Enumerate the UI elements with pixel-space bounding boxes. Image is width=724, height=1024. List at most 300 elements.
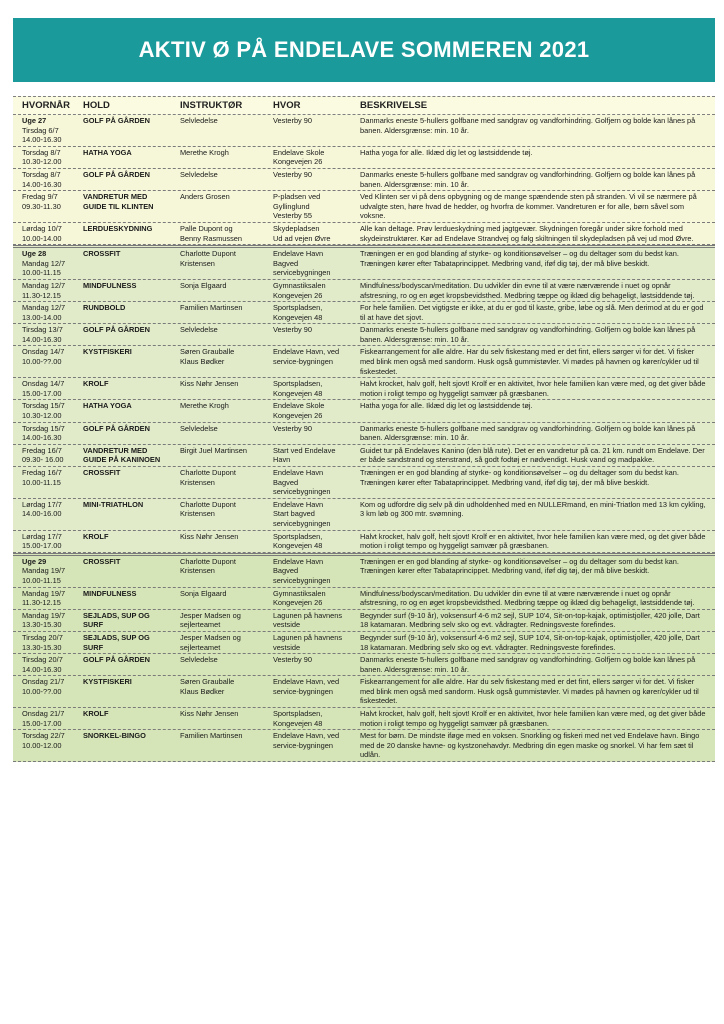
- where-line: vestside: [273, 642, 301, 652]
- where-line: Havn: [273, 455, 291, 465]
- cell-instructor: [179, 610, 272, 631]
- instructor-line: Merethe Krogh: [180, 147, 229, 157]
- table-row: [13, 169, 715, 191]
- cell-where: [272, 115, 359, 146]
- table-header: [13, 96, 715, 115]
- table-row: [13, 115, 715, 147]
- table-row: [13, 191, 715, 223]
- cell-where: [272, 423, 359, 444]
- team-line: HATHA YOGA: [83, 401, 132, 411]
- cell-instructor: [179, 467, 272, 498]
- team-line: CROSSFIT: [83, 468, 121, 477]
- table-row: [13, 324, 715, 346]
- cell-when: [13, 400, 82, 421]
- cell-when: [13, 223, 82, 244]
- when-line: 10.00-12.00: [22, 740, 62, 750]
- cell-instructor: [179, 191, 272, 222]
- team-line: KYSTFISKERI: [83, 677, 132, 687]
- cell-where: [272, 467, 359, 498]
- when-line: 10.30-12.00: [22, 411, 62, 421]
- week-label: Uge 27: [22, 116, 47, 125]
- team-line: SEJLADS, SUP OG: [83, 610, 150, 620]
- cell-description: Træningen er en god blanding af styrke- og konditionsøvelser – og du deltager som du bedst kan. Træningen kører efter Tabataprincippet. Medbring vand, iføf dig tøj, der må blive beskidt.: [360, 556, 679, 576]
- cell-instructor: [179, 531, 272, 552]
- table-row: [13, 378, 715, 400]
- where-line: Gyllinglund: [273, 201, 310, 211]
- team-line: RUNDBOLD: [83, 303, 126, 313]
- where-line: Kongevejen 26: [273, 157, 323, 167]
- when-line: Lørdag 10/7: [22, 223, 62, 233]
- cell-team: [82, 632, 179, 653]
- table-row: [13, 553, 715, 588]
- instructor-line: Jesper Madsen og: [180, 610, 241, 620]
- instructor-line: Søren Grauballe: [180, 347, 235, 357]
- when-line: Onsdag 21/7: [22, 677, 65, 687]
- instructor-line: Charlotte Dupont: [180, 556, 236, 566]
- cell-where: [272, 346, 359, 377]
- instructor-line: Selvledelse: [180, 325, 218, 335]
- table-row: [13, 654, 715, 676]
- cell-description: Kom og udfordre dig selv på din udholdenhed med en NULLERmand, en mini-Triatlon med 13 km cykling, 3 km løb og 300 mtr. svømning.: [360, 499, 706, 519]
- cell-when: [13, 346, 82, 377]
- team-line: KROLF: [83, 531, 109, 541]
- cell-where: [272, 499, 359, 530]
- team-line: GUIDE TIL KLINTEN: [83, 201, 154, 211]
- where-line: Start bagved: [273, 509, 315, 519]
- instructor-line: Selvledelse: [180, 116, 218, 125]
- where-line: Skydepladsen: [273, 223, 320, 233]
- where-line: Vesterby 90: [273, 325, 313, 335]
- team-line: HATHA YOGA: [83, 147, 132, 157]
- cell-team: [82, 302, 179, 323]
- when-line: Tirsdag 13/7: [22, 325, 63, 335]
- table-row: [13, 676, 715, 708]
- instructor-line: sejlerteamet: [180, 620, 221, 630]
- where-line: Endelave Havn: [273, 468, 324, 477]
- cell-team: [82, 324, 179, 345]
- instructor-line: Birgit Juel Martinsen: [180, 445, 247, 455]
- where-line: Vesterby 90: [273, 423, 313, 433]
- table-row: [13, 445, 715, 467]
- team-line: CROSSFIT: [83, 249, 121, 259]
- team-line: KROLF: [83, 709, 109, 719]
- cell-when: [13, 169, 82, 190]
- team-line: KROLF: [83, 379, 109, 389]
- instructor-line: Kristensen: [180, 477, 215, 487]
- table-row: [13, 302, 715, 324]
- where-line: Ud ad vejen Øvre: [273, 233, 331, 243]
- cell-team: [82, 708, 179, 729]
- cell-description: Træningen er en god blanding af styrke- og konditionsøvelser – og du deltager som du bedst kan. Træningen kører efter Tabataprincippet. Medbring vand, iføf dig tøj, der må blive beskidt.: [360, 468, 679, 487]
- cell-team: [82, 730, 179, 761]
- table-row: [13, 632, 715, 654]
- where-line: Endelave Havn: [273, 499, 324, 509]
- cell-where: [272, 588, 359, 609]
- when-line: 14.00-16.30: [22, 664, 62, 674]
- cell-description: Danmarks eneste 5-hullers golfbane med sandgrav og vandforhindring. Golfjern og bolde kan lånes på banen. Aldersgrænse: min. 10 år.: [360, 116, 696, 135]
- when-line: Torsdag 8/7: [22, 147, 61, 157]
- where-line: Sportspladsen,: [273, 531, 323, 541]
- cell-team: [82, 280, 179, 301]
- when-line: Torsdag 8/7: [22, 169, 61, 179]
- cell-description: For hele familien. Det vigtigste er ikke, at du er god til kaste, gribe, løbe og slå. Men derimod at du er god til at have det sjovt.: [360, 303, 704, 322]
- instructor-line: Kristensen: [180, 258, 215, 268]
- where-line: P-pladsen ved: [273, 192, 321, 202]
- team-line: VANDRETUR MED: [83, 192, 148, 202]
- when-line: Mandag 12/7: [22, 258, 66, 268]
- cell-team: [82, 654, 179, 675]
- when-line: 13.00-14.00: [22, 312, 62, 322]
- cell-when: [13, 248, 82, 279]
- when-line: 10.00-14.00: [22, 233, 62, 243]
- table-row: [13, 730, 715, 762]
- when-line: Onsdag 21/7: [22, 709, 65, 719]
- cell-when: [13, 147, 82, 168]
- cell-instructor: [179, 730, 272, 761]
- cell-where: [272, 324, 359, 345]
- when-line: 14.00-16.00: [22, 509, 62, 519]
- where-line: Lagunen på havnens: [273, 632, 343, 642]
- cell-when: [13, 324, 82, 345]
- cell-when: [13, 588, 82, 609]
- cell-team: [82, 115, 179, 146]
- when-line: 14.00-16.30: [22, 433, 62, 443]
- table-row: [13, 588, 715, 610]
- when-line: 11.30-12.15: [22, 598, 61, 608]
- cell-team: [82, 556, 179, 587]
- where-line: Vesterby 90: [273, 169, 313, 179]
- cell-where: [272, 147, 359, 168]
- instructor-line: Klaus Bødker: [180, 357, 225, 367]
- table-row: [13, 467, 715, 499]
- cell-when: [13, 556, 82, 587]
- instructor-line: Familien Martinsen: [180, 731, 243, 741]
- where-line: Endelave Havn, ved: [273, 731, 340, 741]
- cell-where: [272, 248, 359, 279]
- when-line: Mandag 12/7: [22, 303, 66, 313]
- instructor-line: sejlerteamet: [180, 642, 221, 652]
- cell-team: [82, 346, 179, 377]
- team-line: CROSSFIT: [83, 556, 121, 566]
- page-title: AKTIV Ø PÅ ENDELAVE SOMMEREN 2021: [138, 37, 590, 62]
- cell-where: [272, 378, 359, 399]
- when-line: Tirsdag 20/7: [22, 632, 63, 642]
- where-line: servicebygningen: [273, 268, 331, 278]
- instructor-line: Klaus Bødker: [180, 686, 225, 696]
- cell-instructor: [179, 423, 272, 444]
- cell-instructor: [179, 324, 272, 345]
- when-line: Lørdag 17/7: [22, 531, 62, 541]
- when-line: Mandag 19/7: [22, 588, 66, 598]
- instructor-line: Sonja Elgaard: [180, 280, 227, 290]
- instructor-line: Palle Dupont og: [180, 223, 233, 233]
- instructor-line: Sonja Elgaard: [180, 588, 227, 598]
- cell-description: Mest for børn. De mindste iføge med en voksen. Snorkling og fiskeri med net ved Endelave havn. Bingo med de 20 danske havne- og kystzonehavdyr. Medbring din egen maske og snorkel. Vi har fem sæt til udlån.: [360, 731, 700, 760]
- where-line: service-bygningen: [273, 686, 333, 696]
- cell-instructor: [179, 169, 272, 190]
- cell-instructor: [179, 588, 272, 609]
- when-line: Fredag 16/7: [22, 445, 62, 455]
- schedule-table: [13, 96, 715, 762]
- when-line: Mandag 12/7: [22, 280, 66, 290]
- cell-where: [272, 556, 359, 587]
- instructor-line: Kiss Nøhr Jensen: [180, 379, 239, 389]
- cell-where: [272, 676, 359, 707]
- where-line: Endelave Skole: [273, 401, 325, 411]
- cell-team: [82, 467, 179, 498]
- column-header-instructor: INSTRUKTØR: [180, 100, 243, 111]
- when-line: Onsdag 14/7: [22, 379, 65, 389]
- instructor-line: Charlotte Dupont: [180, 499, 236, 509]
- column-header-where: HVOR: [273, 100, 301, 111]
- table-row: [13, 531, 715, 553]
- cell-instructor: [179, 248, 272, 279]
- where-line: Vesterby 55: [273, 211, 313, 221]
- cell-instructor: [179, 654, 272, 675]
- cell-team: [82, 223, 179, 244]
- cell-where: [272, 445, 359, 466]
- cell-when: [13, 445, 82, 466]
- when-line: 13.30-15.30: [22, 642, 62, 652]
- team-line: LERDUESKYDNING: [83, 223, 153, 233]
- where-line: Kongevejen 48: [273, 388, 323, 398]
- when-line: 10.00-11.15: [22, 268, 61, 278]
- cell-description: Ved Klinten ser vi på dens opbygning og de mange spændende sten på stranden. Vi vil se nærmere på udvalgte sten, høre hvad de hedder, og hvorfra de kommer. Vandreturen er for alle, børn såvel som voksne.: [360, 192, 697, 221]
- cell-description: Danmarks eneste 5-hullers golfbane med sandgrav og vandforhindring. Golfjern og bolde kan lånes på banen. Aldersgrænse: min. 10 år.: [360, 655, 696, 674]
- where-line: Sportspladsen,: [273, 303, 323, 313]
- cell-when: [13, 654, 82, 675]
- instructor-line: Charlotte Dupont: [180, 468, 236, 477]
- instructor-line: Kristensen: [180, 509, 215, 519]
- cell-where: [272, 610, 359, 631]
- cell-description: Alle kan deltage. Prøv lerdueskydning med jagtgevær. Skydningen foregår under sikre forhold med skydeinstruktører. Kør ad Endelave Strandvej og følg skiltningen til skydepladsen på vej ud mod Øvre.: [360, 223, 694, 243]
- cell-instructor: [179, 499, 272, 530]
- instructor-line: Jesper Madsen og: [180, 632, 241, 642]
- cell-where: [272, 531, 359, 552]
- where-line: Kongevejen 48: [273, 541, 323, 551]
- where-line: Vesterby 90: [273, 116, 313, 125]
- team-line: MINI-TRIATHLON: [83, 499, 144, 509]
- when-line: 14.00-16.30: [22, 179, 62, 189]
- instructor-line: Familien Martinsen: [180, 303, 243, 313]
- cell-when: [13, 632, 82, 653]
- when-line: Tirsdag 6/7: [22, 125, 59, 135]
- where-line: Endelave Havn, ved: [273, 677, 340, 687]
- cell-instructor: [179, 445, 272, 466]
- cell-where: [272, 400, 359, 421]
- where-line: Endelave Havn: [273, 249, 324, 259]
- cell-when: [13, 423, 82, 444]
- cell-instructor: [179, 147, 272, 168]
- cell-team: [82, 191, 179, 222]
- when-line: 15.00-17.00: [22, 718, 62, 728]
- cell-where: [272, 654, 359, 675]
- cell-when: [13, 708, 82, 729]
- instructor-line: Selvledelse: [180, 169, 218, 179]
- cell-instructor: [179, 346, 272, 377]
- team-line: SURF: [83, 642, 104, 652]
- cell-instructor: [179, 708, 272, 729]
- cell-when: [13, 191, 82, 222]
- table-row: [13, 400, 715, 422]
- cell-when: [13, 280, 82, 301]
- when-line: 10.00-11.15: [22, 575, 61, 585]
- cell-where: [272, 169, 359, 190]
- where-line: Kongevejen 48: [273, 718, 323, 728]
- when-line: Mandag 19/7: [22, 610, 66, 620]
- cell-instructor: [179, 302, 272, 323]
- cell-instructor: [179, 676, 272, 707]
- cell-team: [82, 531, 179, 552]
- when-line: 09.30-11.30: [22, 201, 61, 211]
- team-line: GOLF PÅ GÅRDEN: [83, 423, 150, 433]
- where-line: Bagved: [273, 477, 299, 487]
- when-line: Onsdag 14/7: [22, 347, 65, 357]
- cell-description: Guidet tur på Endelaves Kanino (den blå rute). Det er en vandretur på ca. 21 km. rundt om Endelave. Der er både sandstrand og stenstrand, så godt fodtøj er nødvendigt. Husk vand og madpakke.: [360, 445, 705, 465]
- where-line: Kongevejen 48: [273, 312, 323, 322]
- where-line: Start ved Endelave: [273, 445, 336, 455]
- when-line: 15.00-17.00: [22, 541, 62, 551]
- instructor-line: Kiss Nøhr Jensen: [180, 531, 239, 541]
- where-line: servicebygningen: [273, 487, 331, 497]
- where-line: servicebygningen: [273, 575, 331, 585]
- where-line: service-bygningen: [273, 740, 333, 750]
- cell-when: [13, 531, 82, 552]
- cell-where: [272, 191, 359, 222]
- team-line: GOLF PÅ GÅRDEN: [83, 325, 150, 335]
- cell-when: [13, 499, 82, 530]
- when-line: 09.30- 16.00: [22, 455, 64, 465]
- cell-where: [272, 730, 359, 761]
- where-line: Vesterby 90: [273, 655, 313, 665]
- where-line: Kongevejen 26: [273, 598, 323, 608]
- cell-where: [272, 280, 359, 301]
- when-line: 10.00-11.15: [22, 477, 61, 487]
- table-row: [13, 147, 715, 169]
- cell-where: [272, 632, 359, 653]
- table-body: [13, 115, 715, 762]
- team-line: SURF: [83, 620, 104, 630]
- cell-instructor: [179, 280, 272, 301]
- when-line: Torsdag 22/7: [22, 731, 65, 741]
- cell-team: [82, 588, 179, 609]
- cell-where: [272, 302, 359, 323]
- table-row: [13, 499, 715, 531]
- instructor-line: Charlotte Dupont: [180, 249, 236, 259]
- cell-description: Begynder surf (9-10 år), voksensurf 4-6 m2 sejl, SUP 10'4, Sit-on-top-kajak, optimistjoller, 420 jolle, Dart 18 katamaran. Medbring selv sko og evt. vådragter. Redningsveste forefindes.: [360, 610, 700, 630]
- table-row: [13, 610, 715, 632]
- cell-description: Danmarks eneste 5-hullers golfbane med sandgrav og vandforhindring. Golfjern og bolde kan lånes på banen. Aldersgrænse: min. 10 år.: [360, 423, 696, 443]
- cell-team: [82, 169, 179, 190]
- cell-when: [13, 467, 82, 498]
- cell-instructor: [179, 378, 272, 399]
- team-line: GOLF PÅ GÅRDEN: [83, 116, 150, 125]
- team-line: GUIDE PÅ KANINOEN: [83, 455, 161, 465]
- cell-description: Danmarks eneste 5-hullers golfbane med sandgrav og vandforhindring. Golfjern og bolde kan lånes på banen. Aldersgrænse: min. 10 år.: [360, 325, 696, 344]
- when-line: Fredag 9/7: [22, 192, 58, 202]
- where-line: Kongevejen 26: [273, 411, 323, 421]
- where-line: Kongevejen 26: [273, 290, 323, 300]
- table-row: [13, 245, 715, 280]
- when-line: 10.00-??.00: [22, 357, 62, 367]
- cell-team: [82, 445, 179, 466]
- team-line: GOLF PÅ GÅRDEN: [83, 655, 150, 665]
- cell-description: Træningen er en god blanding af styrke- og konditionsøvelser – og du deltager som du bedst kan. Træningen kører efter Tabataprincippet. Medbring vand, iføf dig tøj, der må blive beskidt.: [360, 249, 679, 268]
- team-line: MINDFULNESS: [83, 588, 137, 598]
- cell-team: [82, 423, 179, 444]
- when-line: 10.00-??.00: [22, 686, 62, 696]
- where-line: service-bygningen: [273, 357, 333, 367]
- table-row: [13, 280, 715, 302]
- when-line: 11.30-12.15: [22, 290, 61, 300]
- cell-when: [13, 378, 82, 399]
- cell-description: Halvt krocket, halv golf, helt sjovt! Krolf er en aktivitet, hvor hele familien kan være med, og det giver både motion i roligt tempo og hyggeligt samvær på græsbanen.: [360, 379, 706, 398]
- when-line: 13.30-15.30: [22, 620, 62, 630]
- cell-description: Begynder surf (9-10 år), voksensurf 4-6 m2 sejl, SUP 10'4, Sit-on-top-kajak, optimistjoller, 420 jolle, Dart 18 katamaran. Medbring selv sko og evt. vådragter. Redningsveste forefindes.: [360, 632, 700, 652]
- cell-instructor: [179, 400, 272, 421]
- where-line: servicebygningen: [273, 518, 331, 528]
- where-line: Lagunen på havnens: [273, 610, 343, 620]
- cell-when: [13, 302, 82, 323]
- week-label: Uge 29: [22, 556, 47, 566]
- cell-description: Hatha yoga for alle. Iklæd dig let og løstsiddende tøj.: [360, 401, 533, 411]
- instructor-line: Selvledelse: [180, 423, 218, 433]
- column-header-description: BESKRIVELSE: [360, 100, 428, 111]
- cell-instructor: [179, 223, 272, 244]
- where-line: Gymnastiksalen: [273, 588, 326, 598]
- table-row: [13, 346, 715, 378]
- instructor-line: Benny Rasmussen: [180, 233, 243, 243]
- cell-when: [13, 730, 82, 761]
- when-line: Lørdag 17/7: [22, 499, 62, 509]
- column-header-when: HVORNÅR: [22, 100, 71, 111]
- week-label: Uge 28: [22, 249, 47, 259]
- where-line: Bagved: [273, 258, 299, 268]
- table-row: [13, 708, 715, 730]
- cell-description: Halvt krocket, halv golf, helt sjovt! Krolf er en aktivitet, hvor hele familien kan være med, og det giver både motion i roligt tempo og hyggeligt samvær på græsbanen.: [360, 531, 706, 551]
- when-line: Fredag 16/7: [22, 468, 62, 477]
- cell-description: Fiskearrangement for alle aldre. Har du selv fiskestang med er det fint, ellers sørger vi for det. Vi fisker med blink men også med sandorm. Husk også gummistøvler. Vi mødes på havnen og kører/cykler ud til fiskestedet.: [360, 677, 699, 706]
- cell-instructor: [179, 115, 272, 146]
- title-banner: [13, 18, 715, 82]
- cell-team: [82, 147, 179, 168]
- cell-when: [13, 610, 82, 631]
- when-line: Torsdag 15/7: [22, 401, 65, 411]
- instructor-line: Søren Grauballe: [180, 677, 235, 687]
- cell-team: [82, 610, 179, 631]
- cell-when: [13, 115, 82, 146]
- when-line: Tirsdag 20/7: [22, 655, 63, 665]
- instructor-line: Kiss Nøhr Jensen: [180, 709, 239, 719]
- where-line: Endelave Havn: [273, 556, 324, 566]
- team-line: MINDFULNESS: [83, 280, 137, 290]
- where-line: Sportspladsen,: [273, 709, 323, 719]
- cell-description: Mindfulness/bodyscan/meditation. Du udvikler din evne til at være nærværende i nuet og opnår afstresning, ro og en øget kropsbevidsthed. Medbring tæppe og iklæd dig behageligt, løstsiddende tøj.: [360, 588, 695, 608]
- where-line: vestside: [273, 620, 301, 630]
- when-line: 15.00-17.00: [22, 388, 62, 398]
- when-line: 14.00-16.30: [22, 334, 62, 344]
- team-line: SEJLADS, SUP OG: [83, 632, 150, 642]
- instructor-line: Kristensen: [180, 566, 215, 576]
- cell-instructor: [179, 632, 272, 653]
- where-line: Endelave Skole: [273, 147, 325, 157]
- cell-instructor: [179, 556, 272, 587]
- team-line: GOLF PÅ GÅRDEN: [83, 169, 150, 179]
- cell-where: [272, 223, 359, 244]
- instructor-line: Selvledelse: [180, 655, 218, 665]
- column-header-team: HOLD: [83, 100, 110, 111]
- team-line: SNORKEL-BINGO: [83, 731, 146, 741]
